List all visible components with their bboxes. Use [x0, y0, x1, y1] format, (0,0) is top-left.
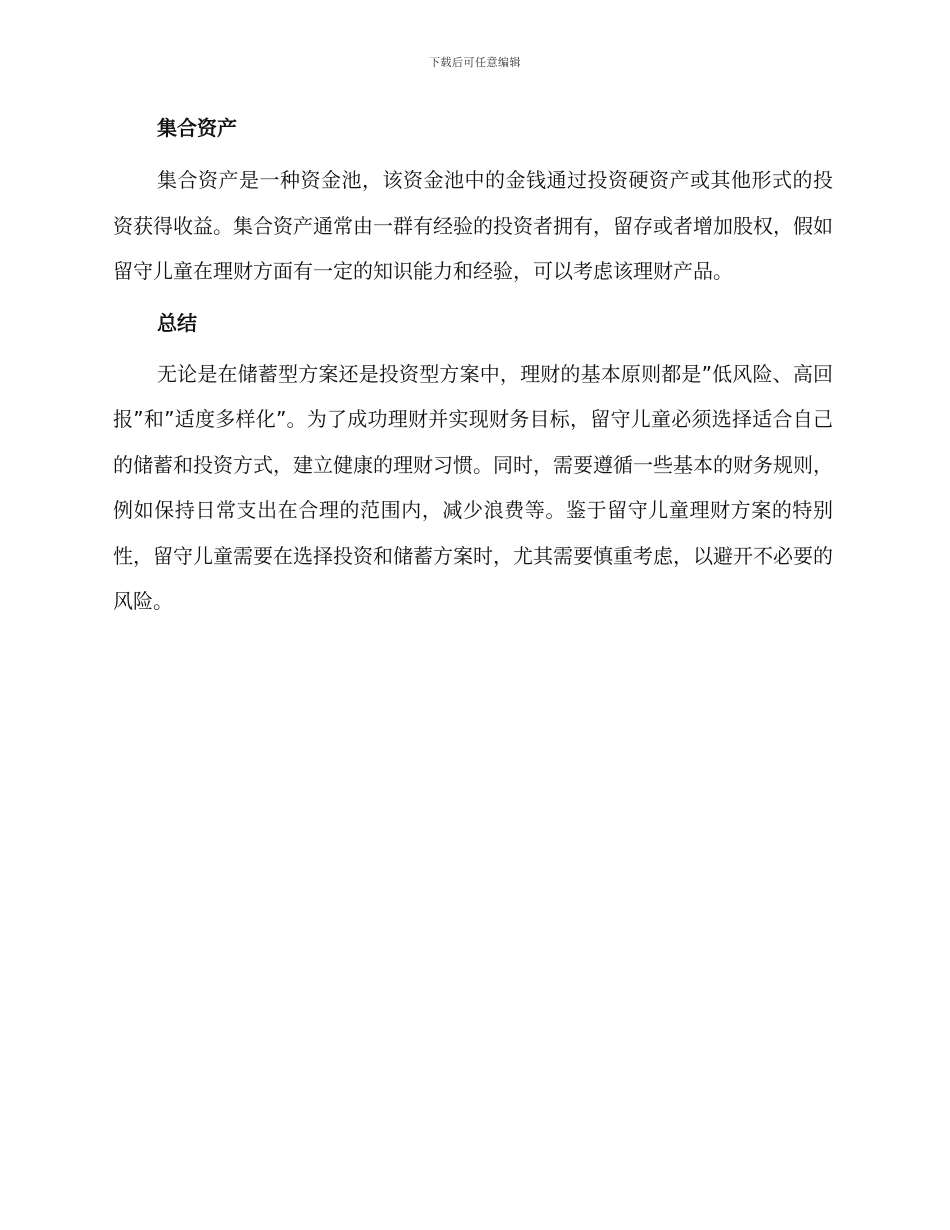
- section-heading-collective-assets: 集合资产: [157, 116, 237, 140]
- page-header: 下载后可任意编辑: [429, 56, 521, 69]
- paragraph-collective-assets: 集合资产是一种资金池，该资金池中的金钱通过投资硬资产或其他形式的投资获得收益。集合资产通常由一群有经验的投资者拥有，留存或者增加股权，假如留守儿童在理财方面有一定的知识能力和经验，可以考虑该理财产品。: [113, 168, 833, 283]
- section-heading-summary: 总结: [157, 310, 197, 335]
- document-body: [113, 112, 833, 625]
- paragraph-summary: 无论是在储蓄型方案还是投资型方案中，理财的基本原则都是”低风险、高回报”和”适度多样化”。为了成功理财并实现财务目标，留守儿童必须选择适合自己的储蓄和投资方式，建立健康的理财习惯。同时，需要遵循一些基本的财务规则，例如保持日常支出在合理的范围内，减少浪费等。鉴于留守儿童理财方案的特别性，留守儿童需要在选择投资和储蓄方案时，尤其需要慎重考虑，以避开不必要的风险。: [113, 361, 833, 613]
